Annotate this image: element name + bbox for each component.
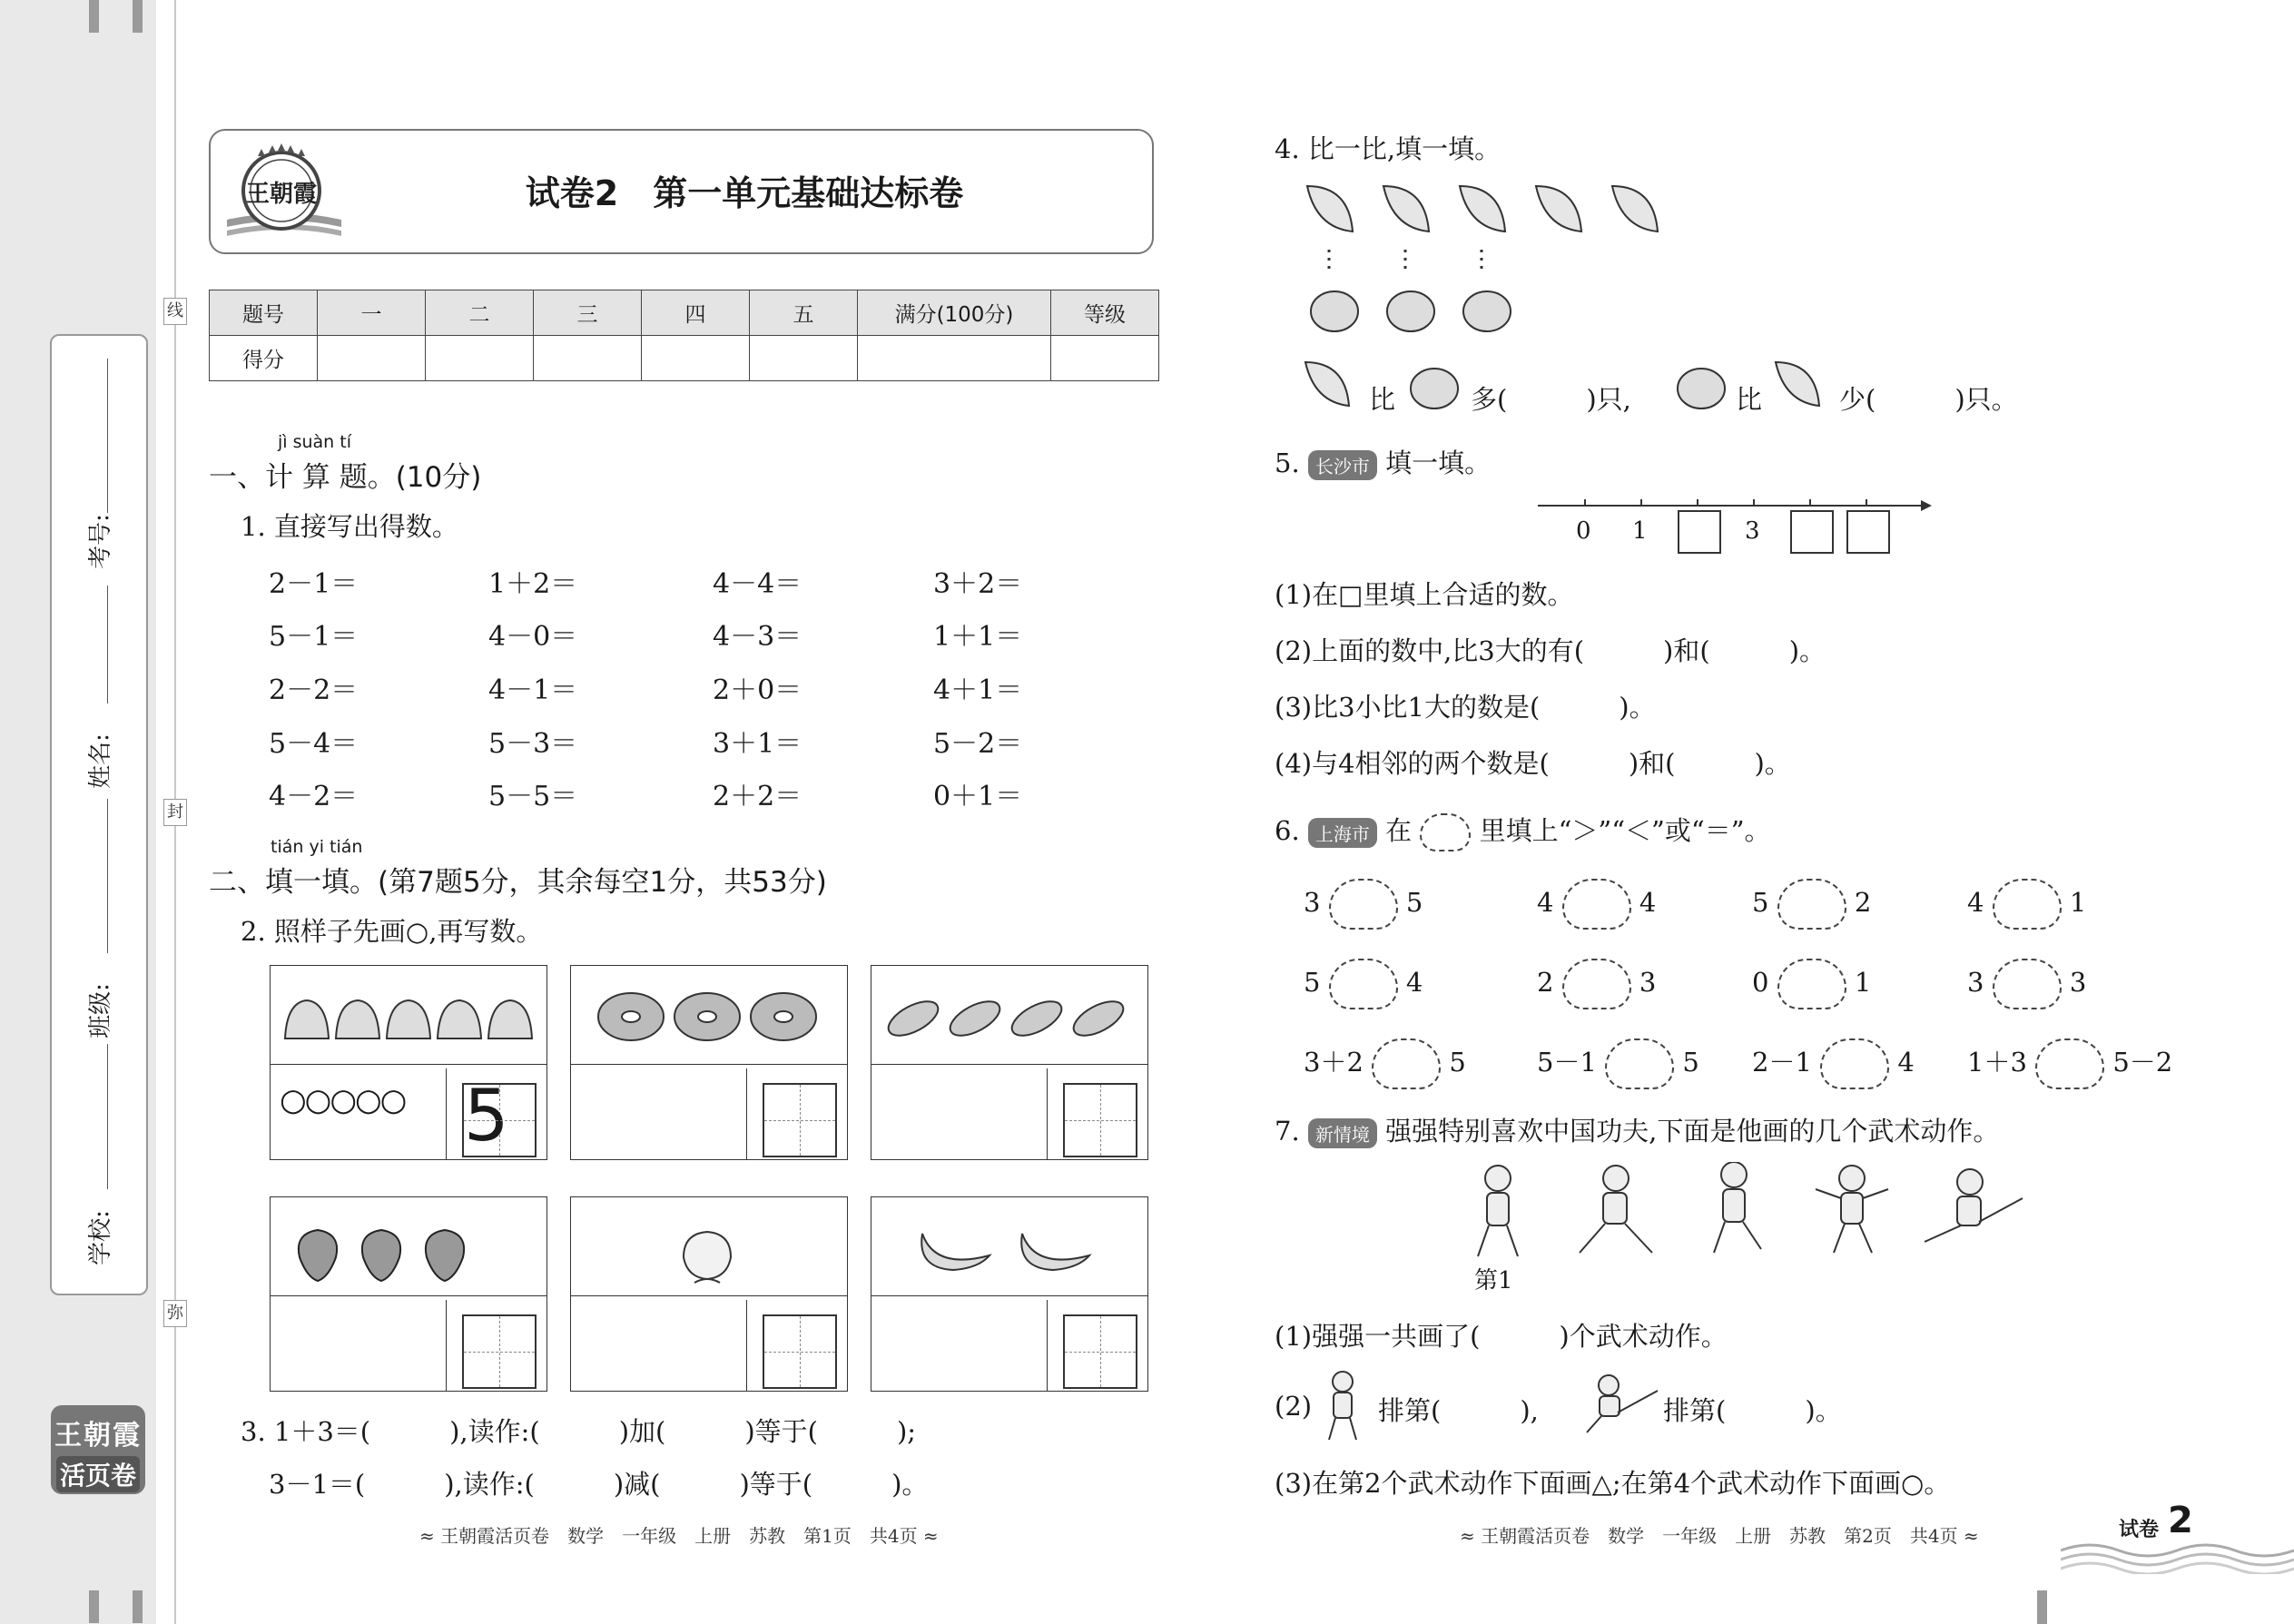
compare-bubble[interactable]: [1777, 879, 1846, 930]
equation: 5－2＝: [933, 728, 1023, 760]
equation: 4＋1＝: [933, 674, 1023, 706]
section2-pinyin: tián yi tián: [271, 837, 363, 857]
kungfu-pose-icon: [1581, 1373, 1663, 1436]
table-header-cell: 等级: [1051, 290, 1159, 336]
q7-sub1[interactable]: (1)强强一共画了( )个武术动作。: [1275, 1321, 1728, 1352]
section1-pinyin: jì suàn tí: [278, 432, 351, 452]
equation: 4－0＝: [488, 621, 578, 653]
q7-sub3: (3)在第2个武术动作下面画△;在第4个武术动作下面画○。: [1275, 1468, 1951, 1499]
q7-sub2-rank-b[interactable]: 排第( )。: [1663, 1395, 1842, 1426]
exam-number-label: 考号:: [86, 514, 114, 569]
butterfly-icon: [1770, 357, 1834, 411]
first-figure-label: 第1: [1474, 1267, 1513, 1294]
question6-post: 里填上“＞”“＜”或“＝”。: [1479, 815, 1771, 846]
region-tag: 上海市: [1308, 818, 1377, 848]
compare-bubble[interactable]: [1820, 1038, 1889, 1089]
equation: 5－3＝: [488, 728, 578, 760]
binding-mark: [133, 1590, 143, 1623]
equation: 5－4＝: [269, 728, 359, 760]
score-cell[interactable]: [534, 336, 642, 381]
equation: 4－3＝: [713, 621, 802, 653]
logo-text: 王朝霞: [245, 181, 318, 208]
compare-item: [1752, 1038, 1915, 1089]
equation: 4－2＝: [269, 781, 359, 812]
jelly-icon: [271, 966, 543, 1064]
q7-sub2-rank-a[interactable]: 排第( ),: [1378, 1395, 1539, 1426]
binding-mark: [133, 0, 143, 33]
writing-box[interactable]: [763, 1314, 837, 1389]
school-label: 学校:: [86, 1210, 114, 1265]
brand-line1: 王朝霞: [54, 1420, 142, 1452]
equation: 5－1＝: [269, 621, 359, 653]
example-digit: 5: [464, 1076, 509, 1157]
brand-line2: 活页卷: [56, 1456, 140, 1492]
exam-number-field[interactable]: [107, 359, 108, 513]
compare-bubble[interactable]: [1562, 879, 1631, 930]
name-label: 姓名:: [86, 733, 114, 789]
table-header-cell: 五: [750, 290, 858, 336]
equation: 2＋2＝: [713, 781, 802, 812]
class-label: 班级:: [86, 983, 114, 1038]
compare-right: 4: [1405, 967, 1423, 998]
cut-char: 封: [163, 799, 187, 826]
kungfu-pose-icon: [1318, 1369, 1367, 1442]
butterfly-snail-icon: [1298, 177, 1679, 340]
compare-item: [1304, 879, 1423, 930]
brand-badge: [51, 1405, 145, 1494]
equation: 0＋1＝: [933, 781, 1023, 812]
equation: 2－1＝: [269, 568, 359, 600]
writing-box[interactable]: [1063, 1083, 1137, 1157]
question6-title: [1275, 811, 1771, 851]
compare-item: [1304, 1038, 1466, 1089]
question1-title: 1. 直接写出得数。: [241, 511, 458, 542]
score-cell[interactable]: [318, 336, 426, 381]
compare-right: 3: [1639, 967, 1657, 998]
student-info-box: [50, 334, 148, 1295]
equation: 5－5＝: [488, 781, 578, 812]
cut-char: 弥: [163, 1300, 187, 1327]
score-cell[interactable]: [858, 336, 1051, 381]
binding-mark: [89, 1590, 99, 1623]
compare-bubble[interactable]: [1372, 1038, 1441, 1089]
counting-panel-jelly: [270, 965, 547, 1160]
apple-bubble-icon: [1420, 813, 1471, 851]
compare-right: 4: [1897, 1047, 1915, 1078]
compare-item: [1537, 1038, 1699, 1089]
banana-icon: [871, 1197, 1144, 1295]
question5-text: 填一填。: [1385, 448, 1492, 478]
compare-bubble[interactable]: [1993, 959, 2062, 1009]
compare-bubble[interactable]: [2035, 1038, 2104, 1089]
q4-compare-word: 比: [1736, 384, 1763, 415]
compare-left: 4: [1537, 887, 1554, 918]
q4-more-blank[interactable]: 多( )只,: [1471, 384, 1631, 415]
name-field[interactable]: [107, 799, 108, 953]
compare-item: [1537, 959, 1656, 1009]
page-badge-label: 试卷: [2115, 1514, 2162, 1542]
compare-right: 4: [1639, 887, 1657, 918]
compare-bubble[interactable]: [1329, 879, 1398, 930]
question3-line1: 3. 1＋3＝( ),读作:( )加( )等于( );: [241, 1416, 917, 1447]
writing-box[interactable]: [462, 1076, 537, 1157]
score-table: [209, 290, 1159, 381]
question7-title: [1275, 1111, 1999, 1148]
number-line-answer-box[interactable]: [1678, 510, 1721, 554]
score-cell[interactable]: [642, 336, 750, 381]
score-cell[interactable]: [1051, 336, 1159, 381]
compare-item: [1752, 959, 1871, 1009]
binding-mark: [2037, 1590, 2047, 1624]
section2-heading: 二、填一填。(第7题5分，其余每空1分，共53分): [209, 866, 827, 899]
footer-right: ≈ 王朝霞活页卷 数学 一年级 上册 苏教 第2页 共4页 ≈: [1460, 1525, 1979, 1547]
compare-item: [1967, 879, 2086, 930]
score-cell[interactable]: [750, 336, 858, 381]
equation: 1＋1＝: [933, 621, 1023, 653]
snail-icon: [1672, 363, 1730, 412]
compare-left: 5－1: [1537, 1047, 1597, 1078]
writing-box[interactable]: [1063, 1314, 1137, 1389]
equation: 3＋2＝: [933, 568, 1023, 600]
compare-item: [1537, 879, 1656, 930]
equation: 1＋2＝: [488, 568, 578, 600]
table-header-cell: 满分(100分): [858, 290, 1051, 336]
counting-panel-donut: [570, 965, 848, 1160]
compare-left: 3＋2: [1304, 1047, 1364, 1078]
peach-icon: [571, 1197, 843, 1295]
question6-pre: 在: [1385, 815, 1413, 846]
q5-sub3[interactable]: (3)比3小比1大的数是( )。: [1275, 692, 1656, 723]
table-row-label: 得分: [210, 336, 318, 381]
question4-title: 4. 比一比,填一填。: [1275, 133, 1501, 164]
q5-sub1: (1)在□里填上合适的数。: [1275, 579, 1574, 610]
cut-char: 线: [163, 298, 187, 325]
compare-right: 1: [2069, 887, 2087, 918]
number-line-answer-box[interactable]: [1846, 510, 1890, 554]
writing-box[interactable]: [763, 1083, 837, 1157]
compare-left: 0: [1752, 967, 1769, 998]
logo-emblem-icon: [225, 136, 343, 243]
compare-left: 5: [1752, 887, 1769, 918]
compare-right: 5: [1405, 887, 1423, 918]
compare-left: 2: [1537, 967, 1554, 998]
table-header-cell: 一: [318, 290, 426, 336]
question5-number: 5.: [1275, 448, 1300, 478]
compare-left: 5: [1304, 967, 1321, 998]
q5-sub2[interactable]: (2)上面的数中,比3大的有( )和( )。: [1275, 635, 1826, 666]
snail-icon: [1405, 363, 1463, 412]
question7-number: 7.: [1275, 1116, 1300, 1147]
table-header-cell: 二: [426, 290, 534, 336]
writing-box[interactable]: [462, 1314, 537, 1389]
score-cell[interactable]: [426, 336, 534, 381]
table-header-cell: 三: [534, 290, 642, 336]
section1-heading: 一、计 算 题。(10分): [209, 461, 482, 494]
number-line-answer-box[interactable]: [1790, 510, 1834, 554]
compare-right: 5: [1682, 1047, 1699, 1078]
compare-item: [1967, 959, 2086, 1009]
compare-bubble[interactable]: [1562, 959, 1631, 1009]
donut-icon: [571, 966, 843, 1064]
butterfly-icon: [1300, 357, 1364, 411]
compare-left: 4: [1967, 887, 1984, 918]
table-row: [210, 336, 1159, 381]
question7-text: 强强特别喜欢中国功夫,下面是他画的几个武术动作。: [1385, 1116, 2000, 1147]
equation: 2－2＝: [269, 674, 359, 706]
compare-bubble[interactable]: [1993, 879, 2062, 930]
compare-item: [1752, 879, 1871, 930]
compare-right: 1: [1854, 967, 1872, 998]
compare-left: 3: [1967, 967, 1984, 998]
compare-left: 1＋3: [1967, 1047, 2027, 1078]
equation: 3＋1＝: [713, 728, 802, 760]
question2-title: 2. 照样子先画○,再写数。: [241, 916, 543, 947]
compare-right: 5－2: [2112, 1047, 2173, 1078]
compare-right: 5: [1449, 1047, 1466, 1078]
context-tag: 新情境: [1308, 1118, 1377, 1148]
counting-panel-peach: [570, 1196, 848, 1392]
compare-right: 2: [1854, 887, 1872, 918]
class-field[interactable]: [107, 1044, 108, 1189]
number-line-tick-label: 1: [1632, 517, 1648, 545]
example-circles: ○○○○○: [280, 1082, 406, 1118]
equation: 4－1＝: [488, 674, 578, 706]
bread-icon: [871, 966, 1144, 1064]
compare-bubble[interactable]: [1605, 1038, 1674, 1089]
binding-mark: [89, 0, 99, 33]
number-line-tick-label: 3: [1745, 517, 1760, 545]
compare-bubble[interactable]: [1329, 959, 1398, 1009]
compare-right: 3: [2069, 967, 2087, 998]
compare-bubble[interactable]: [1777, 959, 1846, 1009]
q4-less-blank[interactable]: 少( )只。: [1839, 384, 2018, 415]
number-line-tick-label: 0: [1576, 517, 1591, 545]
question5-title: [1275, 443, 1491, 480]
q5-sub4[interactable]: (4)与4相邻的两个数是( )和( )。: [1275, 748, 1791, 779]
q4-compare-word: 比: [1369, 384, 1396, 415]
page-title: 试卷2 第一单元基础达标卷: [525, 173, 964, 213]
strawberry-icon: [271, 1197, 543, 1295]
table-row: [210, 290, 1159, 336]
page-badge-number: 2: [2164, 1500, 2197, 1541]
footer-left: ≈ 王朝霞活页卷 数学 一年级 上册 苏教 第1页 共4页 ≈: [419, 1525, 939, 1547]
kungfu-figures-icon: [1452, 1162, 2052, 1262]
compare-item: [1967, 1038, 2172, 1089]
region-tag: 长沙市: [1308, 450, 1377, 480]
question3-line2: 3－1＝( ),读作:( )减( )等于( )。: [269, 1469, 929, 1500]
q7-sub2-prefix: (2): [1275, 1391, 1313, 1422]
compare-left: 2－1: [1752, 1047, 1812, 1078]
question6-number: 6.: [1275, 815, 1300, 846]
table-header-cell: 题号: [210, 290, 318, 336]
counting-panel-bread: [871, 965, 1148, 1160]
equation: 4－4＝: [713, 568, 802, 600]
counting-panel-strawberry: [270, 1196, 547, 1392]
counting-panel-banana: [871, 1196, 1148, 1392]
table-header-cell: 四: [642, 290, 750, 336]
compare-item: [1304, 959, 1423, 1009]
exam-number-field[interactable]: [107, 586, 108, 704]
compare-left: 3: [1304, 887, 1321, 918]
equation: 2＋0＝: [713, 674, 802, 706]
